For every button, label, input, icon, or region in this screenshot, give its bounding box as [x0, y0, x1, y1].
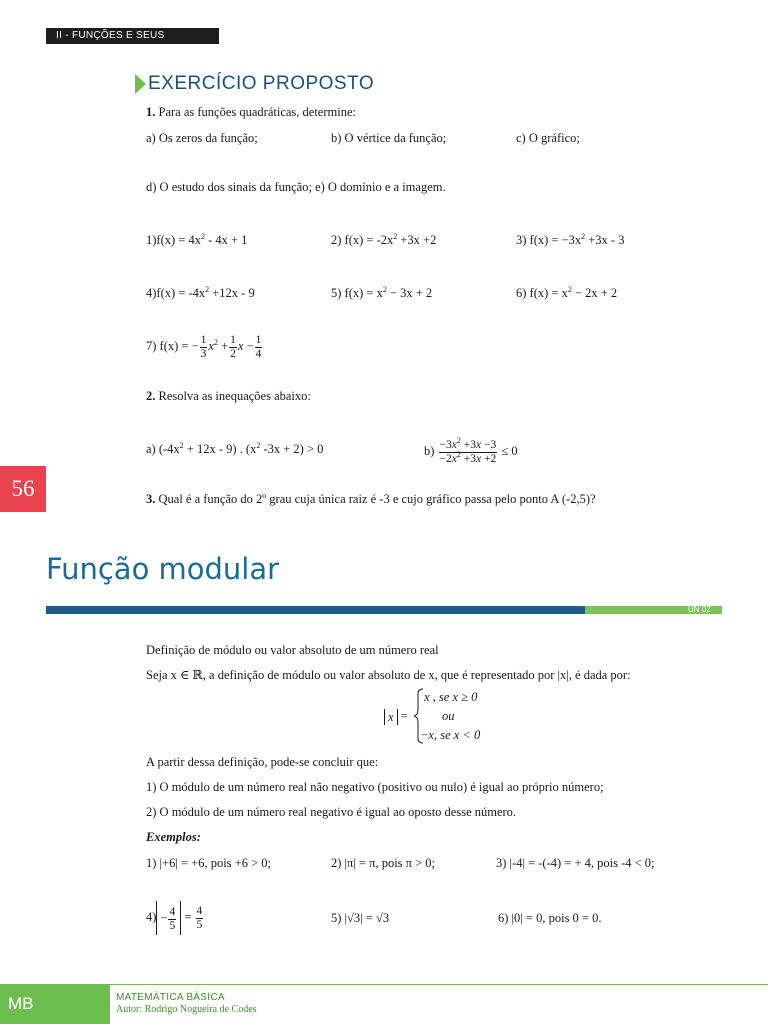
question-3	[146, 491, 596, 507]
footer-badge: MB	[0, 984, 110, 1024]
example-4: 4) − $\frac{4}{5}$ = $\frac{4}{5}$	[146, 900, 204, 935]
conclusion-1: 1) O módulo de um número real não negativo (positivo ou nulo) é igual ao próprio número;	[146, 780, 604, 794]
footer-book-title: MATEMÁTICA BÁSICA	[116, 992, 225, 1003]
section-title: Função modular	[46, 552, 280, 586]
conclusion-2: 2) O módulo de um número real negativo é igual ao oposto desse número.	[146, 805, 517, 819]
section-arrow-icon	[135, 74, 146, 94]
question-2	[146, 388, 311, 404]
definition-case-2: −x, se x < 0	[420, 728, 481, 742]
chapter-label: II - FUNÇÕES E SEUS GRÁFICOS	[46, 28, 219, 44]
function-7: 7) f(x) = − $\frac{1}{3}$ $x^2$ + $\frac{1}{2}$ x − $\frac{1}{4}$	[146, 333, 262, 360]
function-5: 5) $f(x) = x^2 - 3x + 2$	[331, 285, 433, 300]
function-2: 2) $f(x) = -2x^2 +3x +2$	[331, 232, 437, 247]
definition-text: Seja x ∈ ℝ, a definição de módulo ou valor absoluto de x, que é representado por |x|, é dada por:	[146, 668, 631, 682]
question-number: 3.	[146, 492, 156, 506]
unit-label: UN 02	[688, 605, 711, 614]
function-1: $1)f(x) = 4x^2 - 4x + 1$	[146, 232, 248, 247]
definition-heading: Definição de módulo ou valor absoluto de um número real	[146, 643, 439, 657]
absolute-value-definition	[384, 688, 504, 744]
examples-heading: Exemplos:	[146, 830, 201, 844]
item-c: c) O gráfico;	[516, 131, 580, 145]
item-b: b) O vértice da função;	[331, 131, 447, 145]
question-prompt: Para as funções quadráticas, determine:	[158, 105, 356, 119]
example-5: 5) |√3| = √3	[331, 911, 390, 925]
example-6: 6) |0| = 0, pois 0 = 0.	[498, 911, 602, 925]
exercise-title: EXERCÍCIO PROPOSTO	[148, 73, 375, 94]
conclusion-intro: A partir dessa definição, pode-se concluir que:	[146, 755, 379, 769]
question-prompt: Resolva as inequações abaixo:	[158, 389, 311, 403]
definition-case-1: x , se x ≥ 0	[424, 690, 478, 704]
inequation-b: b) $\frac{-3x^2 +3x -3}{-2x^2 +3x +2}$ ≤ 0	[424, 435, 518, 465]
item-d-e: d) O estudo dos sinais da função; e) O domínio e a imagem.	[146, 180, 446, 194]
abs-x-symbol: x =	[384, 708, 408, 725]
function-6: 6) $f(x) = x^2 - 2x + 2$	[516, 285, 618, 300]
example-3: 3) |-4| = -(-4) = + 4, pois -4 < 0;	[496, 856, 655, 870]
example-1: 1) |+6| = +6, pois +6 > 0;	[146, 856, 271, 870]
inequation-a: a) $(-4x^2 + 12x - 9)$ . ($x^2$ -3x + 2) > 0	[146, 441, 324, 456]
footer-author: Autor: Rodrigo Nogueira de Codes	[116, 1004, 257, 1015]
question-prompt: Qual é a função do 2º grau cuja única raiz é -3 e cujo gráfico passa pelo ponto A (-2,5)?	[158, 492, 596, 506]
question-number: 1.	[146, 105, 156, 119]
definition-or: ou	[442, 709, 455, 723]
page-number: 56	[0, 466, 46, 512]
question-1	[146, 104, 356, 120]
section-divider-blue	[46, 606, 585, 614]
function-3: 3) $f(x) = -3x^2 +3x - 3$	[516, 232, 625, 247]
footer-divider	[110, 984, 768, 985]
question-number: 2.	[146, 389, 156, 403]
example-2: 2) |π| = π, pois π > 0;	[331, 856, 436, 870]
item-a: a) Os zeros da função;	[146, 131, 258, 145]
function-4: $4)f(x) = -4x^2 +12x - 9$	[146, 285, 255, 300]
